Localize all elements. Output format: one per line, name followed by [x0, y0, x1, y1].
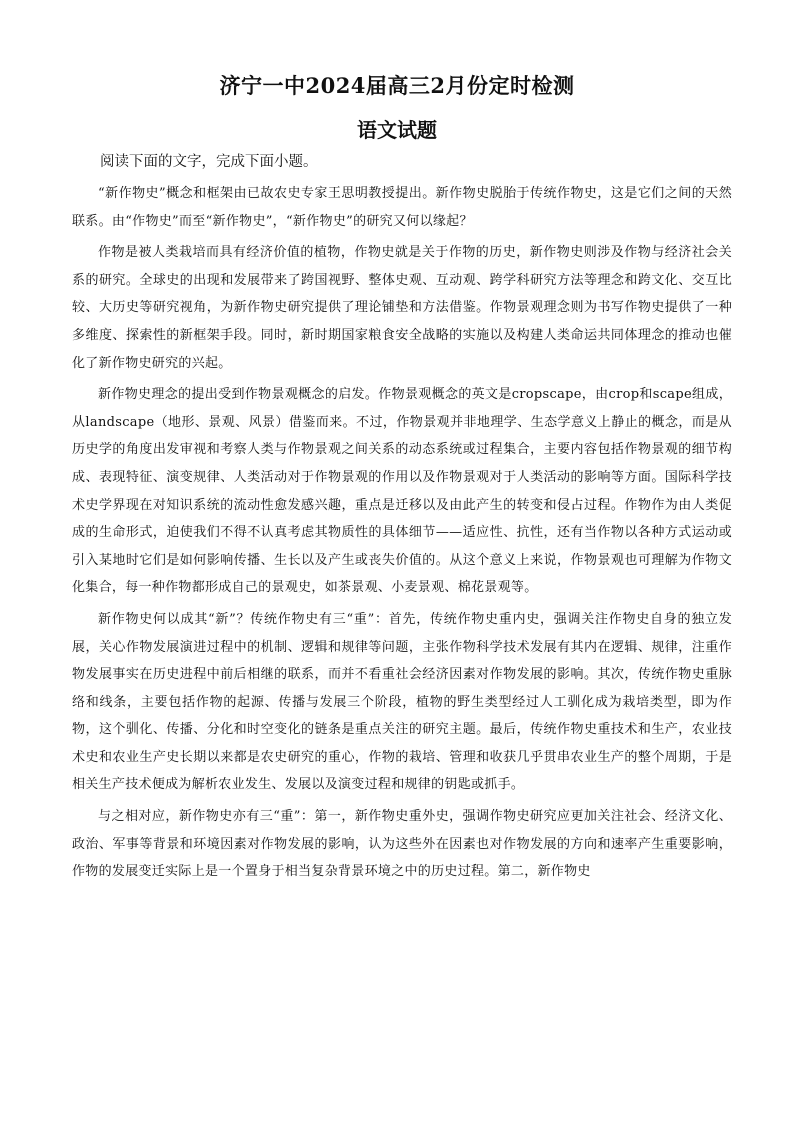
page-title: 济宁一中2024届高三2月份定时检测	[219, 73, 575, 98]
page-subtitle: 语文试题	[357, 118, 437, 142]
paragraph: 作物是被人类栽培而具有经济价值的植物，作物史就是关于作物的历史，新作物史则涉及作物与经济社会关系的研究。全球史的出现和发展带来了跨国视野、整体史观、互动观、跨学科研究方法等理念和跨文化、交互比较、大历史等研究视角，为新作物史研究提供了理论铺垫和方法借鉴。作物景观理念则为书写作物史提供了一种多维度、探索性的新框架手段。同时，新时期国家粮食安全战略的实施以及构建人类命运共同体理念的推动也催化了新作物史研究的兴起。	[72, 245, 732, 371]
instruction-text: 阅读下面的文字，完成下面小题。	[100, 154, 318, 170]
paragraph: 新作物史理念的提出受到作物景观概念的启发。作物景观概念的英文是cropscape，由crop和scape组成，从landscape（地形、景观、风景）借鉴而来。不过，作物景观并非地理学、生态学意义上静止的概念，而是从历史学的角度出发审视和考察人类与作物景观之间关系的动态系统或过程集合，主要内容包括作物景观的细节构成、表现特征、演变规律、人类活动对于作物景观的作用以及作物景观对于人类活动的影响等方面。国际科学技术史学界现在对知识系统的流动性愈发感兴趣，重点是迁移以及由此产生的转变和侵占过程。作物作为由人类促成的生命形式，迫使我们不得不认真考虑其物质性的具体细节——适应性、抗性，还有当作物以各种方式运动或引入某地时它们是如何影响传播、生长以及产生或丧失价值的。从这个意义上来说，作物景观也可理解为作物文化集合，每一种作物都形成自己的景观史，如茶景观、小麦景观、棉花景观等。	[72, 387, 732, 596]
article-body	[72, 180, 732, 886]
paragraph: 与之相对应，新作物史亦有三“重”：第一，新作物史重外史，强调作物史研究应更加关注社会、经济文化、政治、军事等背景和环境因素对作物发展的影响，认为这些外在因素也对作物发展的方向和速率产生重要影响，作物的发展变迁实际上是一个置身于相当复杂背景环境之中的历史过程。第二，新作物史	[72, 809, 732, 880]
paragraph: “新作物史”概念和框架由已故农史专家王思明教授提出。新作物史脱胎于传统作物史，这是它们之间的天然联系。由“作物史”而至“新作物史”，“新作物史”的研究又何以缘起？	[72, 186, 732, 229]
paragraph: 新作物史何以成其“新”？传统作物史有三“重”：首先，传统作物史重内史，强调关注作物史自身的独立发展，关心作物发展演进过程中的机制、逻辑和规律等问题，主张作物科学技术发展有其内在逻辑、规律，注重作物发展事实在历史进程中前后相继的联系，而并不看重社会经济因素对作物发展的影响。其次，传统作物史重脉络和线条，主要包括作物的起源、传播与发展三个阶段，植物的野生类型经过人工驯化成为栽培类型，即为作物，这个驯化、传播、分化和时空变化的链条是重点关注的研究主题。最后，传统作物史重技术和生产，农业技术史和农业生产史长期以来都是农史研究的重心，作物的栽培、管理和收获几乎贯串农业生产的整个周期，于是相关生产技术便成为解析农业发生、发展以及演变过程和规律的钥匙或抓手。	[72, 611, 732, 793]
